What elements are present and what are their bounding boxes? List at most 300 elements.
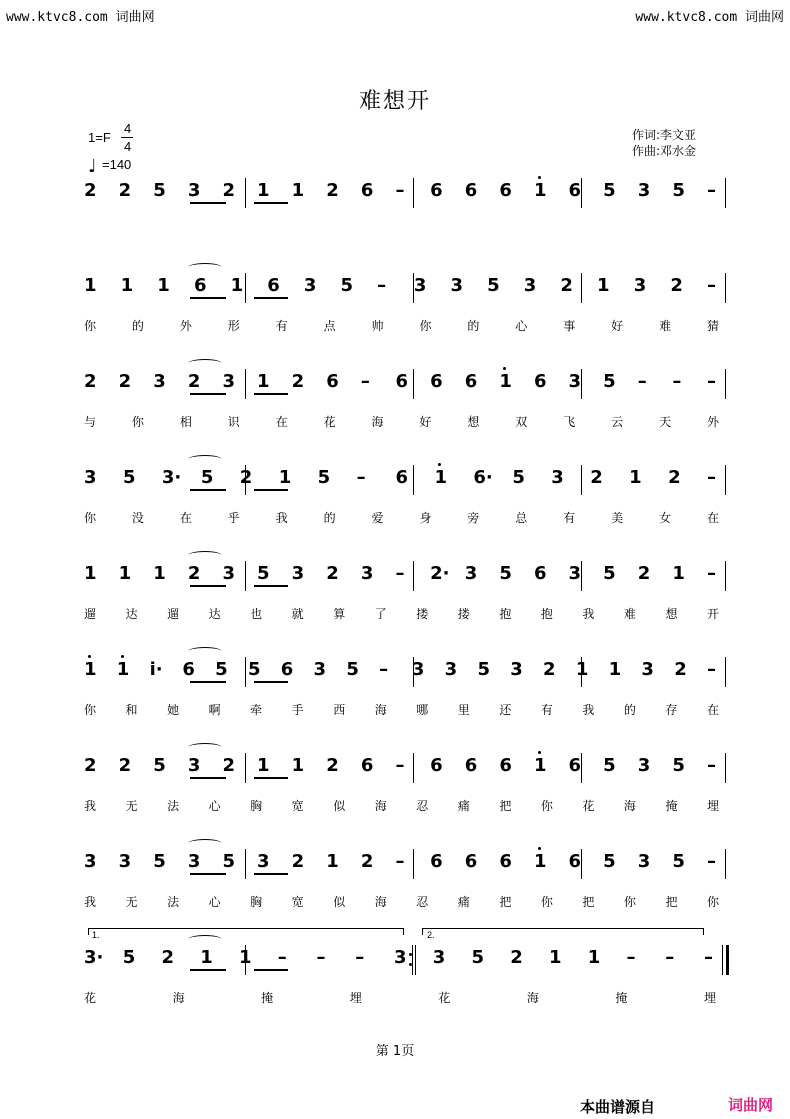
note: – xyxy=(395,563,405,584)
lyric-char: 埋 xyxy=(349,991,362,1005)
beam xyxy=(190,585,226,587)
note: 2 xyxy=(360,851,374,872)
lyric-char: 你 xyxy=(540,895,553,909)
note: 2 xyxy=(674,659,687,680)
note: 3 xyxy=(118,851,132,872)
barline xyxy=(581,273,582,303)
barline xyxy=(245,561,246,591)
note: 5 xyxy=(215,659,228,680)
slur xyxy=(188,551,222,560)
note: 2 xyxy=(84,755,97,776)
lyric-char: 海 xyxy=(172,991,185,1005)
lyric-char: 有 xyxy=(275,319,288,333)
lyric-char: 难 xyxy=(659,319,672,333)
note: 6 xyxy=(499,755,512,776)
note: 3 xyxy=(257,851,270,872)
note: 6 xyxy=(464,755,478,776)
note: 3 xyxy=(568,371,582,392)
beam xyxy=(254,873,288,875)
lyric-char: 心 xyxy=(208,895,221,909)
time-signature-line xyxy=(121,137,133,138)
barline xyxy=(581,465,582,495)
note: – xyxy=(377,275,387,296)
lyric-char: 事 xyxy=(563,319,576,333)
lyric-char: 胸 xyxy=(250,799,263,813)
lyric-char: 哪 xyxy=(416,703,429,717)
note: 6 xyxy=(499,180,512,201)
beam xyxy=(190,202,226,204)
note: – xyxy=(355,947,365,968)
lyric-char: 埋 xyxy=(707,799,720,813)
note: 5 xyxy=(247,659,261,680)
note: 3 xyxy=(411,659,425,680)
note: 3 xyxy=(523,275,537,296)
note: – xyxy=(707,659,716,680)
note: 6 xyxy=(568,755,582,776)
lyric-char: 美 xyxy=(611,511,624,525)
lyric-char: 你 xyxy=(707,895,720,909)
lyric-char: 心 xyxy=(515,319,528,333)
note: 1 xyxy=(326,851,339,872)
site-logo: 词曲网 xyxy=(728,1096,774,1114)
note: 5 xyxy=(153,180,166,201)
note: 6 xyxy=(533,371,547,392)
note: 3 xyxy=(568,563,582,584)
note: 1 xyxy=(84,659,97,680)
beam xyxy=(190,777,226,779)
barline xyxy=(581,178,582,208)
barline xyxy=(725,273,726,303)
lyric-char: 身 xyxy=(419,511,432,525)
barline xyxy=(413,178,414,208)
high-octave-dot xyxy=(438,463,441,466)
note: 2 xyxy=(637,563,651,584)
note: – xyxy=(707,851,716,872)
lyric-char: 把 xyxy=(665,895,678,909)
beam xyxy=(254,297,288,299)
barline xyxy=(245,178,246,208)
beam xyxy=(190,873,226,875)
lyric-char: 她 xyxy=(167,703,180,717)
lyric-char: 把 xyxy=(499,895,512,909)
beam xyxy=(190,393,226,395)
note: 1 xyxy=(597,275,610,296)
lyric-char: 遛 xyxy=(84,607,97,621)
lyric-char: 牵 xyxy=(250,703,263,717)
note: 2 xyxy=(668,467,681,488)
note: i· xyxy=(149,659,163,680)
note: 1 xyxy=(629,467,642,488)
high-octave-dot xyxy=(538,751,541,754)
note: 1 xyxy=(157,275,170,296)
lyric-char: 花 xyxy=(438,991,451,1005)
note: – xyxy=(707,371,716,392)
lyric-char: 爱 xyxy=(371,511,384,525)
note: 3 xyxy=(641,659,654,680)
composer: 作曲:邓水金 xyxy=(632,144,697,158)
source-text: 本曲谱源自 xyxy=(580,1098,656,1116)
note: 2 xyxy=(543,659,556,680)
barline xyxy=(412,945,413,975)
note: – xyxy=(360,371,370,392)
note: 3 xyxy=(303,275,317,296)
note: 6 xyxy=(395,371,409,392)
note: 6 xyxy=(568,180,582,201)
beam xyxy=(254,585,288,587)
lyric-char: 胸 xyxy=(250,895,263,909)
lyric-char: 还 xyxy=(499,703,512,717)
note: 6 xyxy=(326,371,339,392)
note: 5 xyxy=(317,467,331,488)
slur xyxy=(188,935,222,944)
note: 2 xyxy=(161,947,175,968)
lyric-char: 的 xyxy=(131,319,144,333)
note: 3 xyxy=(450,275,463,296)
barline xyxy=(725,369,726,399)
note: 5 xyxy=(471,947,485,968)
note: 3 xyxy=(222,371,235,392)
note: 6 xyxy=(464,371,478,392)
lyric-char: 海 xyxy=(374,703,387,717)
note: – xyxy=(395,180,405,201)
note: 3 xyxy=(394,947,407,968)
lyric-char: 旁 xyxy=(467,511,480,525)
barline xyxy=(725,657,726,687)
note: 1 xyxy=(120,275,134,296)
barline xyxy=(245,657,246,687)
beam xyxy=(254,489,288,491)
note: 6 xyxy=(267,275,280,296)
lyric-char: 忍 xyxy=(416,895,429,909)
note: 3 xyxy=(313,659,327,680)
note: 3 xyxy=(633,275,647,296)
note: 3 xyxy=(551,467,564,488)
note: – xyxy=(395,755,405,776)
slur xyxy=(188,743,222,752)
lyric-char: 花 xyxy=(84,991,97,1005)
note: 1 xyxy=(608,659,622,680)
lyric-char: 点 xyxy=(323,319,336,333)
note: 5 xyxy=(603,851,616,872)
note: 1 xyxy=(533,180,547,201)
high-octave-dot xyxy=(538,847,541,850)
lyric-char: 你 xyxy=(84,319,97,333)
slur xyxy=(188,455,222,464)
note: 3 xyxy=(637,180,651,201)
note: 2 xyxy=(560,275,573,296)
barline xyxy=(725,849,726,879)
note: 6 xyxy=(193,275,207,296)
note: 5 xyxy=(477,659,490,680)
note: – xyxy=(395,851,405,872)
note: 2 xyxy=(510,947,523,968)
tempo: =140 xyxy=(102,157,132,172)
note: 2 xyxy=(187,563,201,584)
note: 2 xyxy=(187,371,201,392)
note: 1 xyxy=(257,755,270,776)
beam xyxy=(254,969,288,971)
lyric-char: 抱 xyxy=(540,607,553,621)
note: 6 xyxy=(430,755,443,776)
note: 6 xyxy=(360,755,374,776)
note: 2 xyxy=(222,180,235,201)
lyric-char: 在 xyxy=(707,703,720,717)
lyric-char: 开 xyxy=(707,607,720,621)
lyric-char: 与 xyxy=(84,415,97,429)
lyric-char: 掩 xyxy=(665,799,678,813)
quarter-note-icon: ♩ xyxy=(88,156,97,177)
lyric-char: 我 xyxy=(275,511,288,525)
note: 1 xyxy=(200,947,213,968)
key-signature: 1=F xyxy=(88,130,111,145)
note: 2 xyxy=(590,467,603,488)
volta-1-label: 1. xyxy=(92,930,100,940)
note: 1 xyxy=(257,180,270,201)
note: 3 xyxy=(84,467,97,488)
note: – xyxy=(637,371,647,392)
note: 1 xyxy=(257,371,270,392)
note: 2 xyxy=(291,371,305,392)
note: 5 xyxy=(153,851,166,872)
note: – xyxy=(626,947,636,968)
lyric-char: 法 xyxy=(167,895,180,909)
lyric-char: 有 xyxy=(540,703,553,717)
note: 3 xyxy=(187,755,201,776)
lyric-char: 有 xyxy=(563,511,576,525)
lyric-char: 云 xyxy=(611,415,624,429)
barline xyxy=(725,753,726,783)
lyric-char: 想 xyxy=(665,607,678,621)
note: – xyxy=(707,563,716,584)
lyric-char: 啊 xyxy=(208,703,221,717)
lyric-char: 的 xyxy=(467,319,480,333)
note: 6 xyxy=(430,851,443,872)
lyric-char: 花 xyxy=(582,799,595,813)
note: 5 xyxy=(672,180,685,201)
lyric-char: 遛 xyxy=(167,607,180,621)
note: – xyxy=(379,659,389,680)
note: 3 xyxy=(637,755,651,776)
lyric-char: 海 xyxy=(623,799,636,813)
note: 6 xyxy=(430,371,443,392)
note: 2 xyxy=(118,180,132,201)
note: 6 xyxy=(464,180,478,201)
slur xyxy=(188,647,222,656)
beam xyxy=(190,489,226,491)
note: 5 xyxy=(340,275,354,296)
barline xyxy=(245,273,246,303)
note: 1 xyxy=(291,180,305,201)
lyric-char: 海 xyxy=(374,895,387,909)
lyric-char: 的 xyxy=(623,703,636,717)
barline xyxy=(722,945,723,975)
high-octave-dot xyxy=(88,655,91,658)
slur xyxy=(188,839,222,848)
note: 5 xyxy=(257,563,270,584)
note: 5 xyxy=(153,755,166,776)
note: 3· xyxy=(84,947,104,968)
beam xyxy=(254,681,288,683)
barline xyxy=(581,849,582,879)
note: 1 xyxy=(239,947,252,968)
beam xyxy=(254,393,288,395)
note: 3 xyxy=(187,180,201,201)
high-octave-dot xyxy=(121,655,124,658)
note: 1 xyxy=(533,851,547,872)
note: – xyxy=(665,947,675,968)
note: 5 xyxy=(222,851,235,872)
volta-2-label: 2. xyxy=(427,930,435,940)
watermark-left: www.ktvc8.com 词曲网 xyxy=(6,10,155,25)
lyric-char: 法 xyxy=(167,799,180,813)
lyric-char: 和 xyxy=(125,703,138,717)
note: 6 xyxy=(464,851,478,872)
note: 3· xyxy=(161,467,182,488)
lyric-char: 你 xyxy=(623,895,636,909)
note: 1 xyxy=(116,659,130,680)
lyric-char: 搂 xyxy=(416,607,429,621)
note: – xyxy=(356,467,366,488)
note: 1 xyxy=(84,563,97,584)
note: – xyxy=(672,371,682,392)
barline xyxy=(413,753,414,783)
note: 5 xyxy=(672,755,685,776)
lyric-char: 把 xyxy=(582,895,595,909)
lyric-char: 帅 xyxy=(371,319,384,333)
note: 1 xyxy=(587,947,601,968)
barline xyxy=(413,849,414,879)
note: 1 xyxy=(672,563,685,584)
lyric-char: 掩 xyxy=(615,991,628,1005)
note: 6 xyxy=(533,563,547,584)
barline xyxy=(245,369,246,399)
lyric-char: 痛 xyxy=(457,895,470,909)
lyric-char: 海 xyxy=(526,991,539,1005)
lyric-char: 我 xyxy=(582,703,595,717)
lyric-char: 忍 xyxy=(416,799,429,813)
note: 1 xyxy=(118,563,132,584)
note: 3 xyxy=(432,947,446,968)
note: 2 xyxy=(222,755,235,776)
lyric-char: 我 xyxy=(582,607,595,621)
note: – xyxy=(707,755,716,776)
lyric-char: 好 xyxy=(419,415,432,429)
note: 3 xyxy=(153,371,166,392)
note: 5 xyxy=(499,563,512,584)
lyric-char: 猜 xyxy=(707,319,720,333)
note: 6 xyxy=(280,659,294,680)
note: 3 xyxy=(413,275,427,296)
lyric-char: 手 xyxy=(291,703,304,717)
note: 6 xyxy=(568,851,582,872)
note: – xyxy=(316,947,326,968)
note: 5 xyxy=(603,563,616,584)
barline xyxy=(725,178,726,208)
lyric-char: 海 xyxy=(371,415,384,429)
lyric-char: 想 xyxy=(467,415,480,429)
lyric-char: 外 xyxy=(707,415,720,429)
note: 2 xyxy=(326,180,339,201)
note: 3 xyxy=(84,851,97,872)
beam xyxy=(254,202,288,204)
lyric-char: 宽 xyxy=(291,895,304,909)
lyric-char: 无 xyxy=(125,799,138,813)
lyric-char: 形 xyxy=(227,319,240,333)
note: – xyxy=(277,947,287,968)
lyric-char: 女 xyxy=(659,511,672,525)
note: 2 xyxy=(118,371,132,392)
lyric-char: 存 xyxy=(665,703,678,717)
note: 1 xyxy=(575,659,589,680)
lyric-char: 你 xyxy=(131,415,144,429)
note: – xyxy=(704,947,713,968)
lyric-char: 心 xyxy=(208,799,221,813)
barline xyxy=(413,465,414,495)
time-signature-bottom: 4 xyxy=(124,139,132,154)
note: 5 xyxy=(603,755,616,776)
note: 3 xyxy=(187,851,201,872)
lyric-char: 识 xyxy=(227,415,240,429)
note: 2· xyxy=(430,563,450,584)
lyric-char: 搂 xyxy=(457,607,470,621)
note: 6 xyxy=(499,851,512,872)
note: 3 xyxy=(222,563,235,584)
lyric-char: 似 xyxy=(333,799,346,813)
repeat-bar xyxy=(415,945,416,975)
slur xyxy=(188,359,222,368)
lyric-char: 达 xyxy=(125,607,138,621)
lyric-char: 总 xyxy=(515,511,528,525)
lyric-char: 里 xyxy=(457,703,470,717)
note: 1 xyxy=(533,755,547,776)
note: 2 xyxy=(84,180,97,201)
beam xyxy=(254,777,288,779)
beam xyxy=(190,969,226,971)
repeat-dot xyxy=(409,963,412,966)
note: 5 xyxy=(122,947,136,968)
note: 5 xyxy=(512,467,525,488)
note: 5 xyxy=(487,275,500,296)
lyric-char: 在 xyxy=(179,511,192,525)
lyric-char: 你 xyxy=(84,703,97,717)
note: 5 xyxy=(603,371,616,392)
page-number: 第 1页 xyxy=(375,1044,415,1059)
lyric-char: 宽 xyxy=(291,799,304,813)
note: 2 xyxy=(670,275,683,296)
lyric-char: 算 xyxy=(333,607,346,621)
lyric-char: 我 xyxy=(84,895,97,909)
lyric-char: 抱 xyxy=(499,607,512,621)
lyricist: 作词:李文亚 xyxy=(632,128,697,142)
note: 1 xyxy=(84,275,97,296)
note: 1 xyxy=(434,467,447,488)
note: 1 xyxy=(549,947,562,968)
volta-2-bracket xyxy=(422,928,704,935)
note: 5 xyxy=(122,467,136,488)
barline xyxy=(581,369,582,399)
note: – xyxy=(707,180,716,201)
barline xyxy=(245,849,246,879)
barline xyxy=(245,753,246,783)
note: 2 xyxy=(291,851,305,872)
time-signature-top: 4 xyxy=(124,121,132,136)
note: 3 xyxy=(444,659,458,680)
note: 3 xyxy=(464,563,478,584)
note: 2 xyxy=(326,563,339,584)
lyric-char: 海 xyxy=(374,799,387,813)
high-octave-dot xyxy=(503,367,506,370)
lyric-char: 相 xyxy=(179,415,192,429)
